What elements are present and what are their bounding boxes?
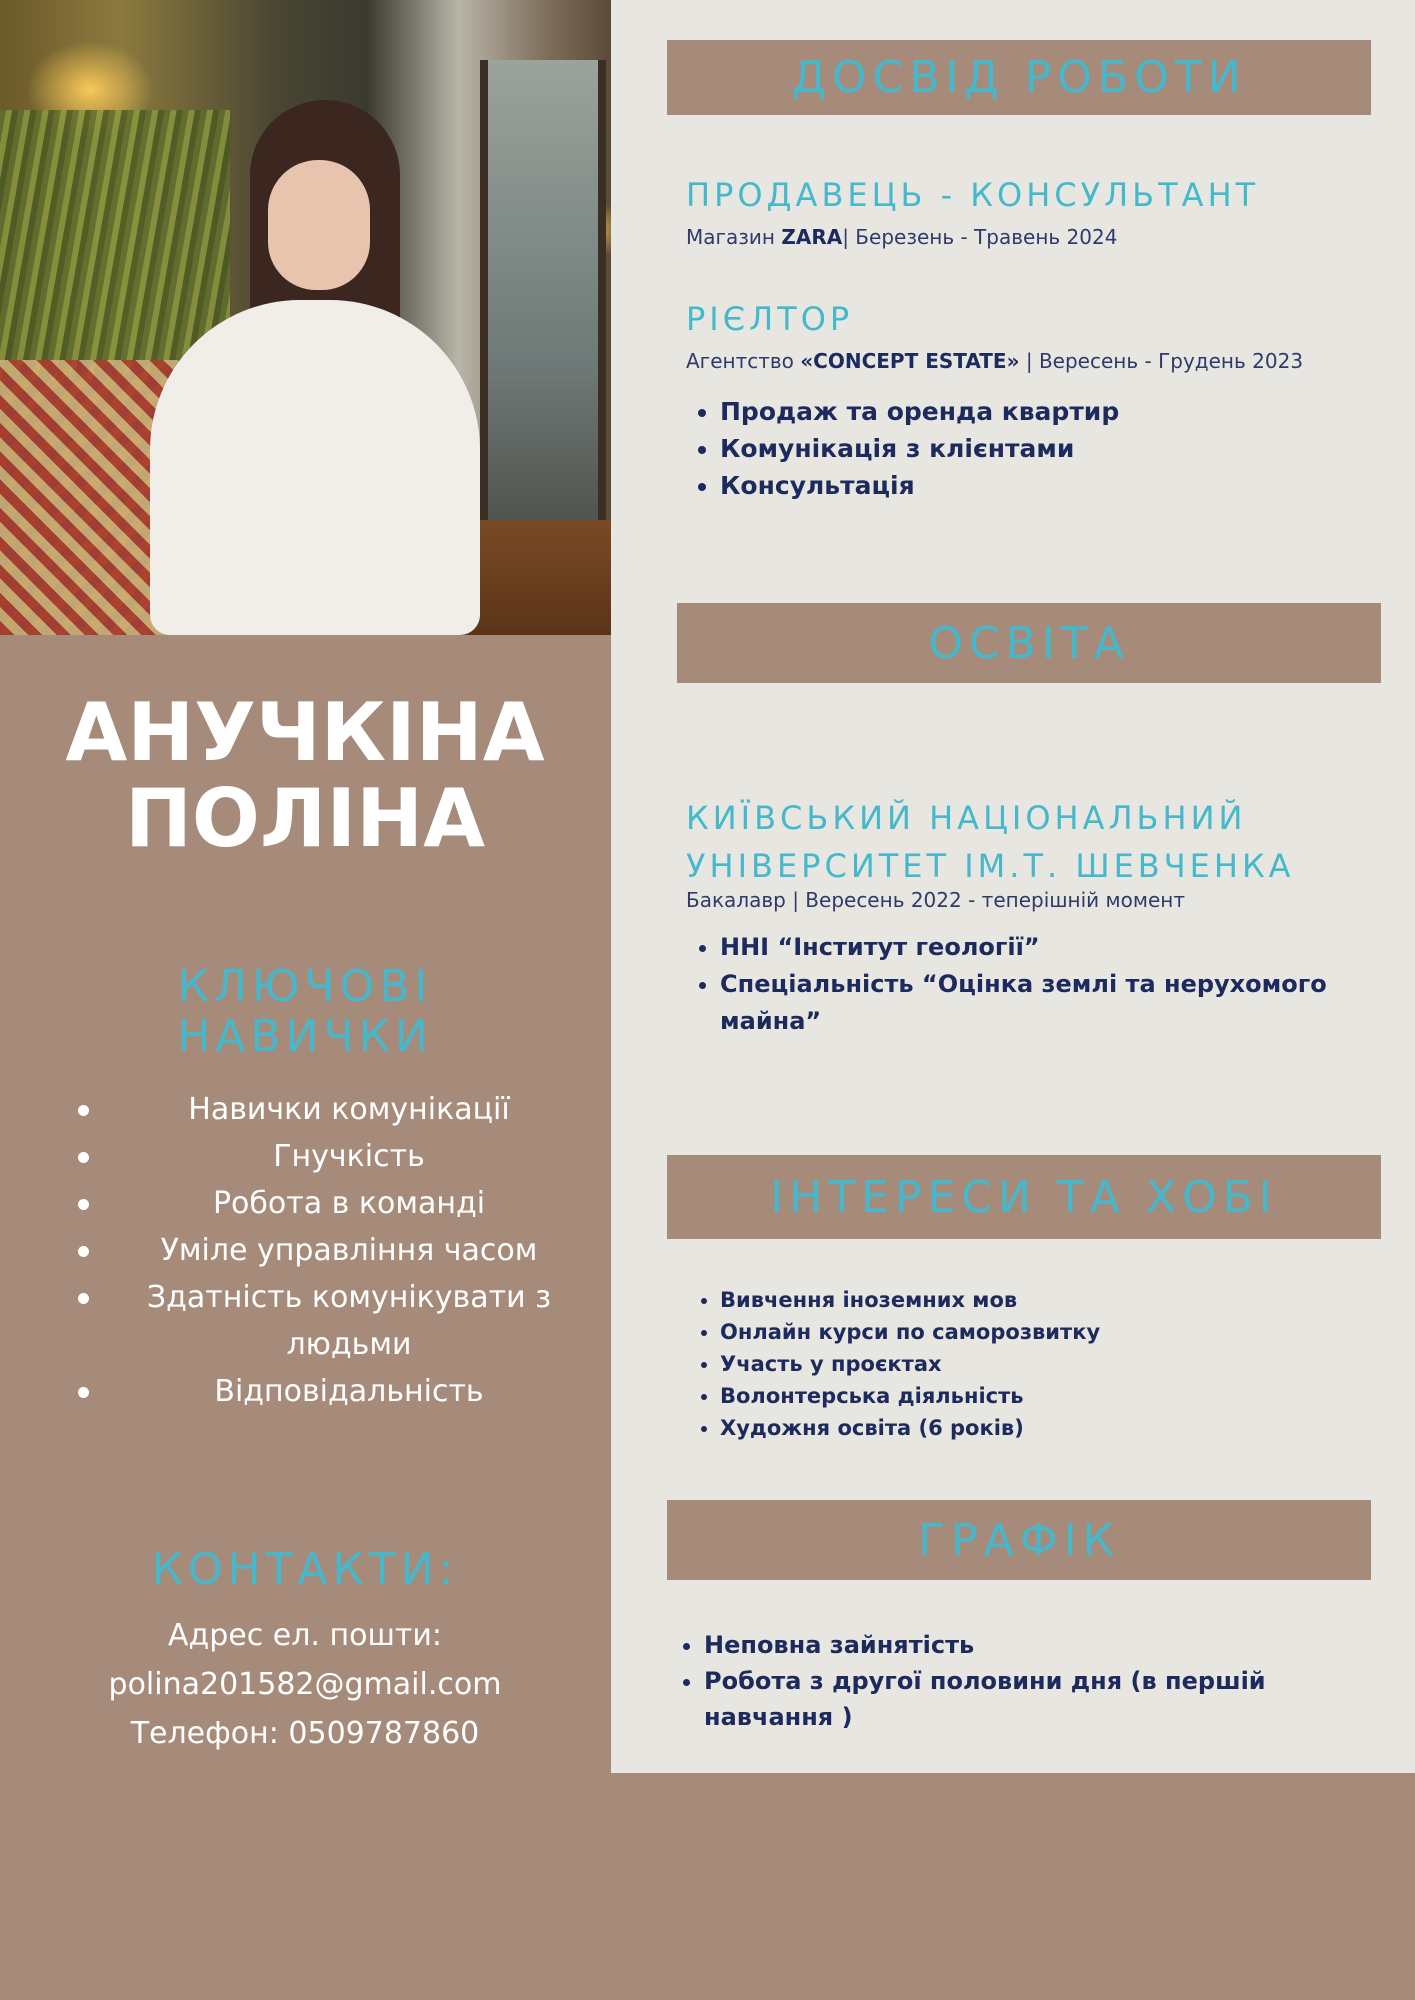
- interest-item: • Онлайн курси по саморозвитку: [720, 1316, 1400, 1348]
- skill-item: Відповідальність: [84, 1368, 574, 1415]
- photo-plants: [0, 110, 230, 380]
- interests-heading: ІНТЕРЕСИ ТА ХОБІ: [667, 1155, 1381, 1239]
- photo-person-face: [268, 160, 370, 290]
- job-title: ПРОДАВЕЦЬ - КОНСУЛЬТАНТ: [686, 176, 1260, 214]
- skill-item: Гнучкість: [84, 1133, 574, 1180]
- phone-number: Телефон: 0509787860: [130, 1716, 480, 1751]
- experience-heading: ДОСВІД РОБОТИ: [667, 40, 1371, 115]
- duty-item: • Консультація: [720, 467, 1400, 504]
- job-duties-list: [686, 393, 1400, 504]
- skills-heading-line-1: КЛЮЧОВІ: [177, 961, 433, 1012]
- interest-item: • Участь у проєктах: [720, 1348, 1400, 1380]
- schedule-item: • Робота з другої половини дня (в першій навчання ): [704, 1663, 1334, 1735]
- job-org-name: ZARA: [781, 225, 843, 249]
- education-details-list: [686, 929, 1370, 1040]
- skills-heading-line-2: НАВИЧКИ: [177, 1011, 433, 1062]
- job-period: | Березень - Травень 2024: [842, 225, 1118, 249]
- schedule-list: [670, 1627, 1334, 1735]
- education-detail-item: • ННІ “Інститут геології”: [720, 929, 1370, 966]
- interests-list: [686, 1284, 1400, 1444]
- interest-item: • Волонтерська діяльність: [720, 1380, 1400, 1412]
- skill-item: Робота в команді: [84, 1180, 574, 1227]
- email-link[interactable]: polina201582@gmail.com: [108, 1667, 502, 1702]
- university-name: [686, 794, 1295, 890]
- interest-item: • Художня освіта (6 років): [720, 1412, 1400, 1444]
- job-title: РІЄЛТОР: [686, 300, 854, 338]
- profile-photo: [0, 0, 611, 635]
- name-line-1: АНУЧКІНА: [65, 686, 545, 779]
- job-meta: [686, 349, 1303, 373]
- contacts-heading: КОНТАКТИ:: [151, 1544, 459, 1595]
- education-detail-item: • Спеціальність “Оцінка землі та нерухомого майна”: [720, 966, 1370, 1040]
- education-heading: ОСВІТА: [677, 603, 1381, 683]
- duty-item: • Комунікація з клієнтами: [720, 430, 1400, 467]
- photo-person-body: [150, 300, 480, 635]
- email-label: Адрес ел. пошти:: [168, 1618, 442, 1653]
- interest-item: • Вивчення іноземних мов: [720, 1284, 1400, 1316]
- university-line-2: УНІВЕРСИТЕТ ІМ.Т. ШЕВЧЕНКА: [686, 847, 1295, 885]
- university-line-1: КИЇВСЬКИЙ НАЦІОНАЛЬНИЙ: [686, 799, 1247, 837]
- name-line-2: ПОЛІНА: [124, 772, 486, 865]
- job-org-name: «CONCEPT ESTATE»: [800, 349, 1020, 373]
- right-content-panel: [611, 0, 1415, 1773]
- job-org-prefix: Магазин: [686, 225, 782, 249]
- photo-window: [480, 60, 606, 560]
- schedule-heading: ГРАФІК: [667, 1500, 1371, 1580]
- skills-list: [70, 1086, 574, 1415]
- skills-heading: [40, 962, 570, 1062]
- job-period: | Вересень - Грудень 2023: [1019, 349, 1304, 373]
- skill-item: Уміле управління часом: [84, 1227, 574, 1274]
- job-org-prefix: Агентство: [686, 349, 801, 373]
- degree-info: Бакалавр | Вересень 2022 - теперішній момент: [686, 888, 1185, 912]
- candidate-name: [40, 686, 570, 865]
- job-meta: [686, 225, 1117, 249]
- duty-item: • Продаж та оренда квартир: [720, 393, 1400, 430]
- schedule-item: • Неповна зайнятість: [704, 1627, 1334, 1663]
- skill-item: Здатність комунікувати з людьми: [84, 1274, 574, 1368]
- skill-item: Навички комунікації: [84, 1086, 574, 1133]
